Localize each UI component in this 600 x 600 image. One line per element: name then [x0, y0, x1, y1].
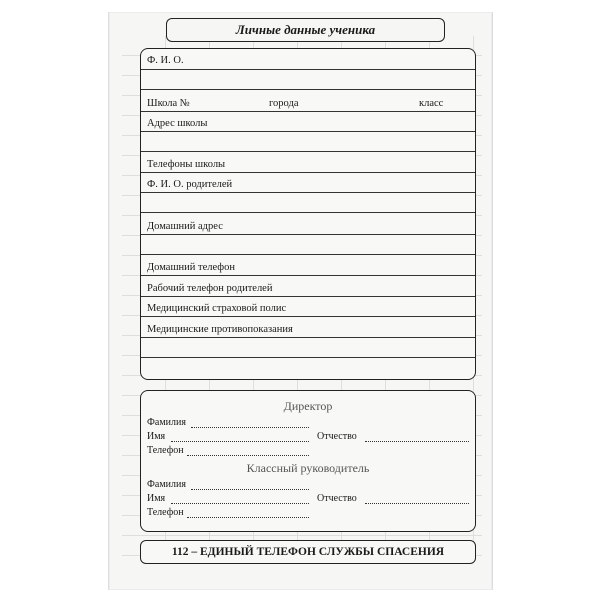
school-address-line: [141, 131, 475, 132]
school-number-label: Школа №: [147, 98, 190, 109]
director-title: Директор: [283, 399, 333, 413]
teacher-name-label: Имя: [147, 493, 166, 504]
teacher-patronymic-label: Отчество: [317, 493, 357, 504]
school-address-label: Адрес школы: [147, 118, 208, 129]
director-phone-label: Телефон: [147, 445, 184, 456]
director-name-label: Имя: [147, 431, 166, 442]
director-name-line: [171, 441, 309, 442]
director-patronymic-line: [365, 441, 469, 442]
home-phone-label: Домашний телефон: [147, 262, 235, 273]
contraindications-line-2: [141, 357, 475, 358]
teacher-surname-line: [191, 489, 309, 490]
teacher-phone-line: [187, 517, 309, 518]
fio-label: Ф. И. О.: [147, 55, 184, 66]
page-title: Личные данные ученика: [166, 18, 445, 42]
director-patronymic-label: Отчество: [317, 431, 357, 442]
class-label: класс: [419, 98, 444, 109]
home-phone-line: [141, 275, 475, 276]
teacher-phone-label: Телефон: [147, 507, 184, 518]
director-surname-line: [191, 427, 309, 428]
insurance-line: [141, 316, 475, 317]
fio-line-2: [141, 89, 475, 90]
staff-contacts-box: [140, 390, 476, 532]
director-surname-label: Фамилия: [147, 417, 186, 428]
insurance-label: Медицинский страховой полис: [147, 303, 287, 314]
city-label: города: [269, 98, 299, 109]
school-address-line-2: [141, 151, 475, 152]
emergency-phone-banner: 112 – ЕДИНЫЙ ТЕЛЕФОН СЛУЖБЫ СПАСЕНИЯ: [140, 540, 476, 564]
teacher-surname-label: Фамилия: [147, 479, 186, 490]
parents-work-phone-label: Рабочий телефон родителей: [147, 283, 273, 294]
school-phones-label: Телефоны школы: [147, 159, 226, 170]
teacher-title: Классный руководитель: [246, 461, 370, 475]
director-phone-line: [187, 455, 309, 456]
contraindications-label: Медицинские противопоказания: [147, 324, 293, 335]
home-address-label: Домашний адрес: [147, 221, 223, 232]
school-phones-line: [141, 172, 475, 173]
student-data-form: [140, 48, 476, 380]
parents-fio-label: Ф. И. О. родителей: [147, 179, 233, 190]
parents-fio-line: [141, 192, 475, 193]
teacher-name-line: [171, 503, 309, 504]
fio-line: [141, 69, 475, 70]
parents-fio-line-2: [141, 212, 475, 213]
contraindications-line: [141, 337, 475, 338]
teacher-patronymic-line: [365, 503, 469, 504]
school-line: [141, 111, 475, 112]
home-address-line-2: [141, 254, 475, 255]
parents-work-phone-line: [141, 296, 475, 297]
home-address-line: [141, 234, 475, 235]
